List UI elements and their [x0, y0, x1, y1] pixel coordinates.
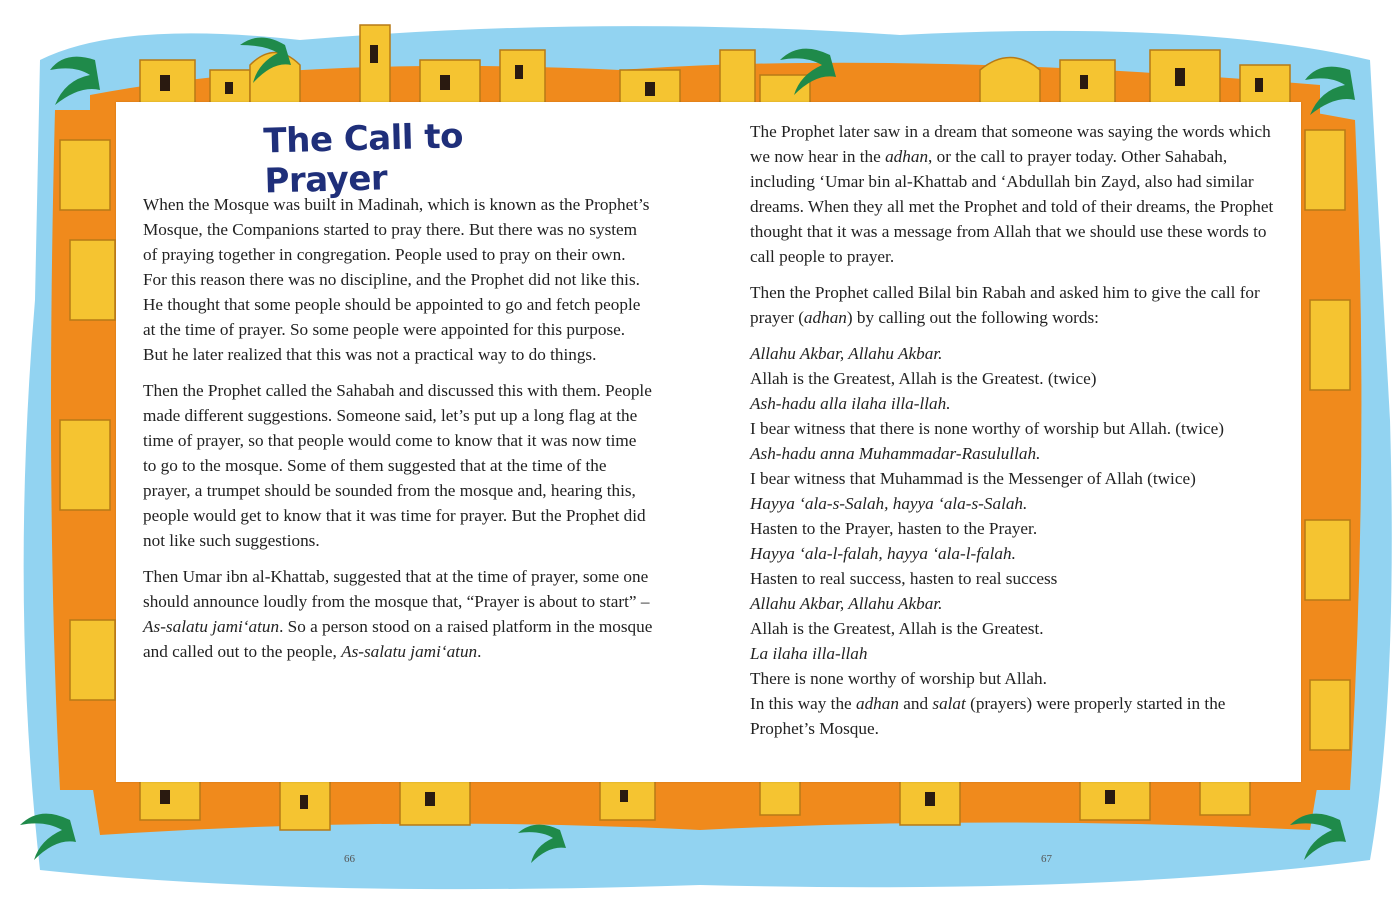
- adhan-line-arabic: La ilaha illa-llah: [750, 644, 868, 663]
- right-final-paragraph: In this way the adhan and salat (prayers) were properly started in the Prophet’s Mosque.: [750, 694, 1226, 738]
- adhan-line-arabic: Hayya ‘ala-l-falah, hayya ‘ala-l-falah.: [750, 544, 1016, 563]
- arabic-phrase: As-salatu jami‘atun: [143, 617, 280, 636]
- adhan-line-arabic: Ash-hadu alla ilaha illa-llah.: [750, 394, 951, 413]
- left-paragraph-1: [143, 192, 653, 367]
- right-paragraph-2: [750, 280, 1280, 330]
- arabic-phrase: As-salatu jami‘atun: [341, 642, 478, 661]
- adhan-line-arabic: Ash-hadu anna Muhammadar-Rasulullah.: [750, 444, 1041, 463]
- adhan-line-translation: There is none worthy of worship but Allah.: [750, 669, 1047, 688]
- left-paragraph-2: Then the Prophet called the Sahabah and discussed this with them. People made different suggestions. Someone said, let’s put up a long flag at the time of prayer, so that people would come to know that it was now time to go to the mosque. Some of them suggested that at the time of the prayer, a trumpet should be sounded from the mosque and, hearing this, people would get to know that it was time for prayer. But the Prophet did not like such suggestions.: [143, 381, 652, 550]
- adhan-line-translation: I bear witness that there is none worthy of worship but Allah. (twice): [750, 419, 1224, 438]
- right-paragraph-2-end: ) by calling out the following words:: [846, 308, 1099, 327]
- left-page-text: [143, 192, 653, 675]
- left-paragraph-1a: When the Mosque was built in Madinah, which is known as the Prophet’s Mosque, the Companions started to pray there. But there was no system of praying together in congregation. People used to pray on their own. For this reason there was no discipline, and the Prophet did not like this.: [143, 195, 650, 289]
- adhan-line-arabic: Allahu Akbar, Allahu Akbar.: [750, 344, 943, 363]
- right-paragraph-1-start: The Prophet later saw in a dream that someone was saying the words which we now hear in the: [750, 122, 1271, 166]
- left-paragraph-1b: He thought that some people should be appointed to go and fetch people at the time of prayer. So some people were appointed for this purpose. But he later realized that this was not a practical way to do things.: [143, 295, 641, 364]
- page-number-right: 67: [1041, 853, 1052, 865]
- adhan-line-translation: I bear witness that Muhammad is the Messenger of Allah (twice): [750, 469, 1196, 488]
- left-paragraph-3-mid: . So a person stood on a raised platform in the mosque and called out to the people,: [143, 617, 653, 661]
- right-paragraph-1: [750, 119, 1280, 269]
- left-paragraph-3: [143, 564, 653, 664]
- page-number-left: 66: [344, 853, 355, 865]
- adhan-line-arabic: Hayya ‘ala-s-Salah, hayya ‘ala-s-Salah.: [750, 494, 1028, 513]
- right-paragraph-2-start: Then the Prophet called Bilal bin Rabah and asked him to give the call for prayer (: [750, 283, 1260, 327]
- adhan-line-translation: Hasten to the Prayer, hasten to the Prayer.: [750, 519, 1038, 538]
- right-page-text: [750, 119, 1280, 752]
- adhan-line-translation: Allah is the Greatest, Allah is the Greatest. (twice): [750, 369, 1097, 388]
- right-paragraph-1-end: , or the call to prayer today. Other Sahabah, including ‘Umar bin al-Khattab and ‘Abdullah bin Zayd, also had similar dreams. When they all met the Prophet and told of their dreams, the Prophet thought that it was a message from Allah that we should use these words to call people to prayer.: [750, 147, 1274, 266]
- left-paragraph-3-end: .: [477, 642, 482, 661]
- left-paragraph-3-start: Then Umar ibn al-Khattab, suggested that at the time of prayer, some one should announce loudly from the mosque that, “Prayer is about to start” –: [143, 567, 650, 611]
- term-adhan: adhan: [885, 147, 929, 166]
- term-adhan: adhan: [855, 694, 899, 713]
- adhan-line-arabic: Allahu Akbar, Allahu Akbar.: [750, 594, 943, 613]
- page-title: The Call to Prayer: [262, 116, 464, 202]
- adhan-words-list: [750, 341, 1280, 691]
- term-adhan: adhan: [803, 308, 847, 327]
- adhan-line-translation: Allah is the Greatest, Allah is the Greatest.: [750, 619, 1044, 638]
- term-salat: salat: [932, 694, 966, 713]
- adhan-line-translation: Hasten to real success, hasten to real success: [750, 569, 1058, 588]
